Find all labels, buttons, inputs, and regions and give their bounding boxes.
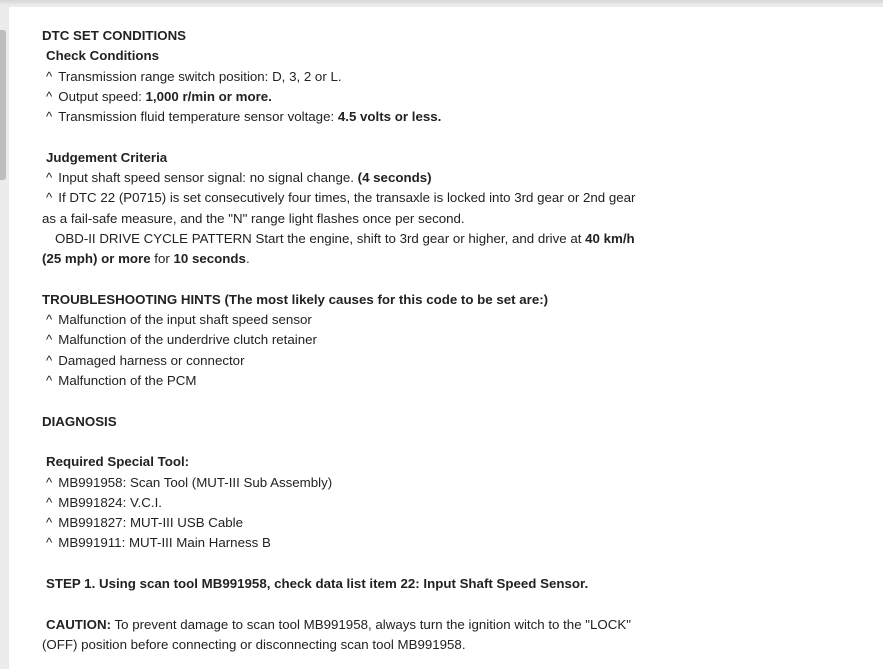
spacer bbox=[42, 270, 682, 290]
bullet-caret: ^ bbox=[46, 190, 53, 206]
obd-drive-cycle-continuation: (25 mph) or more for 10 seconds. bbox=[42, 251, 250, 267]
check-conditions-heading: Check Conditions bbox=[46, 48, 160, 64]
step-1-heading: STEP 1. Using scan tool MB991958, check data list item 22: Input Shaft Speed Sensor. bbox=[46, 576, 589, 592]
judgement-criteria-heading: Judgement Criteria bbox=[46, 149, 168, 165]
bullet-caret: ^ bbox=[46, 494, 53, 510]
bullet-caret: ^ bbox=[46, 312, 53, 328]
spacer bbox=[42, 432, 682, 452]
bullet-caret: ^ bbox=[46, 373, 53, 389]
list-item: ^ MB991824: V.C.I. bbox=[46, 494, 162, 510]
document-page bbox=[9, 7, 883, 669]
bullet-caret: ^ bbox=[46, 474, 53, 490]
list-item: ^ Input shaft speed sensor signal: no signal change. (4 seconds) bbox=[46, 170, 432, 186]
spacer bbox=[42, 127, 682, 147]
viewer-top-bar bbox=[0, 0, 883, 6]
list-item: ^ MB991827: MUT-III USB Cable bbox=[46, 515, 244, 531]
list-item: ^ Damaged harness or connector bbox=[46, 352, 245, 368]
bullet-caret: ^ bbox=[46, 352, 53, 368]
required-special-tool-heading: Required Special Tool: bbox=[46, 454, 190, 470]
caution-label: CAUTION: bbox=[46, 616, 111, 632]
spacer bbox=[42, 554, 682, 574]
bullet-caret: ^ bbox=[46, 88, 53, 104]
bullet-caret: ^ bbox=[46, 68, 53, 84]
list-item: ^ If DTC 22 (P0715) is set consecutively four times, the transaxle is locked into 3rd gear or 2nd gear bbox=[46, 190, 636, 206]
bullet-caret: ^ bbox=[46, 109, 53, 125]
list-item: ^ Transmission range switch position: D, 3, 2 or L. bbox=[46, 68, 342, 84]
bullet-caret: ^ bbox=[46, 535, 53, 551]
list-item: ^ MB991911: MUT-III Main Harness B bbox=[46, 535, 271, 551]
troubleshooting-hints-heading: TROUBLESHOOTING HINTS (The most likely causes for this code to be set are:) bbox=[42, 291, 549, 307]
spacer bbox=[42, 391, 682, 411]
vertical-scrollbar[interactable] bbox=[0, 6, 8, 669]
list-item: ^ Malfunction of the input shaft speed sensor bbox=[46, 312, 312, 328]
obd-drive-cycle-line: OBD-II DRIVE CYCLE PATTERN Start the engine, shift to 3rd gear or higher, and drive at 40 km/h bbox=[55, 230, 635, 246]
bullet-caret: ^ bbox=[46, 332, 53, 348]
list-item: ^ MB991958: Scan Tool (MUT-III Sub Assembly) bbox=[46, 474, 333, 490]
list-item-continuation: as a fail-safe measure, and the "N" range light flashes once per second. bbox=[42, 210, 465, 226]
list-item: ^ Transmission fluid temperature sensor voltage: 4.5 volts or less. bbox=[46, 109, 442, 125]
scrollbar-thumb[interactable] bbox=[0, 30, 6, 180]
list-item: ^ Output speed: 1,000 r/min or more. bbox=[46, 88, 272, 104]
bullet-caret: ^ bbox=[46, 515, 53, 531]
list-item: ^ Malfunction of the PCM bbox=[46, 373, 197, 389]
list-item: ^ Malfunction of the underdrive clutch retainer bbox=[46, 332, 317, 348]
bullet-caret: ^ bbox=[46, 170, 53, 186]
diagnosis-heading: DIAGNOSIS bbox=[42, 413, 117, 429]
caution-continuation: (OFF) position before connecting or disconnecting scan tool MB991958. bbox=[42, 636, 466, 652]
spacer bbox=[42, 594, 682, 614]
dtc-set-conditions-heading: DTC SET CONDITIONS bbox=[42, 28, 187, 43]
document-content bbox=[42, 26, 682, 655]
caution-line: CAUTION: To prevent damage to scan tool MB991958, always turn the ignition witch to the "LOCK" bbox=[46, 616, 631, 632]
